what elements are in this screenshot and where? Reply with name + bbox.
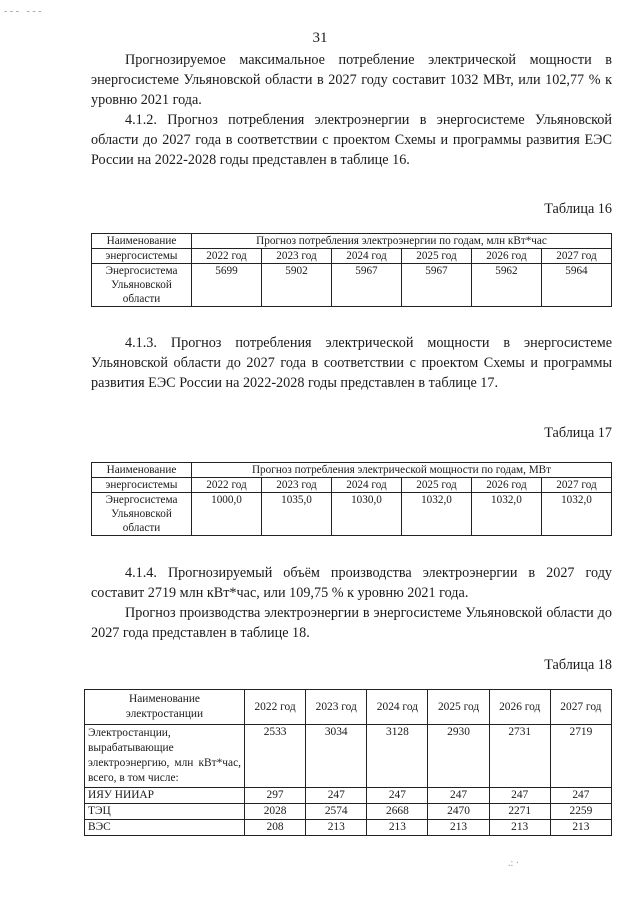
table-cell: 1032,0 — [401, 493, 471, 536]
table-16-year: 2025 год — [401, 249, 471, 264]
table-16-name-header-2: энергосистемы — [92, 249, 192, 264]
table-17-caption: Таблица 17 — [544, 425, 612, 441]
table-17 — [91, 462, 612, 536]
table-18-caption: Таблица 18 — [544, 657, 612, 673]
table-18-year: 2026 год — [489, 690, 550, 725]
table-cell: 1032,0 — [541, 493, 611, 536]
table-cell: 2470 — [428, 804, 489, 820]
table-row — [85, 788, 612, 804]
table-cell: 1035,0 — [261, 493, 331, 536]
table-cell: 208 — [245, 820, 306, 836]
table-cell: 2271 — [489, 804, 550, 820]
table-cell: 247 — [306, 788, 367, 804]
table-18-row-name: ВЭС — [85, 820, 245, 836]
table-cell: 5699 — [192, 264, 262, 307]
table-cell: 2259 — [550, 804, 611, 820]
table-cell: 297 — [245, 788, 306, 804]
table-row — [92, 264, 612, 307]
table-18-year: 2025 год — [428, 690, 489, 725]
table-16-year: 2027 год — [541, 249, 611, 264]
table-cell: 3034 — [306, 725, 367, 788]
table-17-row-name: Энергосистема Ульяновской области — [92, 493, 192, 536]
table-18-row-name: Электростанции, вырабатывающие электроэнергию, млн кВт*час, всего, в том числе: — [85, 725, 245, 788]
table-16-year: 2023 год — [261, 249, 331, 264]
table-cell: 247 — [367, 788, 428, 804]
table-16-year: 2024 год — [331, 249, 401, 264]
table-cell: 247 — [550, 788, 611, 804]
table-cell: 213 — [550, 820, 611, 836]
table-17-header-row — [92, 463, 612, 478]
table-cell: 5967 — [331, 264, 401, 307]
table-row — [92, 493, 612, 536]
table-cell: 213 — [367, 820, 428, 836]
table-cell: 5964 — [541, 264, 611, 307]
table-cell: 2668 — [367, 804, 428, 820]
table-16-header-row — [92, 234, 612, 249]
table-17-year: 2025 год — [401, 478, 471, 493]
table-cell: 1032,0 — [471, 493, 541, 536]
table-16-group-header: Прогноз потребления электроэнергии по годам, млн кВт*час — [192, 234, 612, 249]
table-cell: 2533 — [245, 725, 306, 788]
table-cell: 2930 — [428, 725, 489, 788]
paragraph-max-power: Прогнозируемое максимальное потребление электрической мощности в энергосистеме Ульяновской области в 2027 году составит 1032 МВт, или 102,77 % к уровню 2021 года. — [91, 52, 612, 108]
table-18-year: 2023 год — [306, 690, 367, 725]
table-18-header-row — [85, 690, 612, 725]
table-17-year: 2027 год — [541, 478, 611, 493]
table-16-row-name: Энергосистема Ульяновской области — [92, 264, 192, 307]
table-cell: 2731 — [489, 725, 550, 788]
table-18-year: 2027 год — [550, 690, 611, 725]
table-cell: 213 — [489, 820, 550, 836]
table-16 — [91, 233, 612, 307]
paragraph-4-1-3: 4.1.3. Прогноз потребления электрической мощности в энергосистеме Ульяновской области до 2027 года в соответствии с проектом Схемы и программы развития ЕЭС России на 2022-2028 годы представлен в таблице 17. — [91, 335, 612, 391]
table-row — [85, 820, 612, 836]
scan-artifact: - - - - - - — [4, 6, 42, 17]
table-cell: 2028 — [245, 804, 306, 820]
table-18-name-header: Наименование электростанции — [85, 690, 245, 725]
table-cell: 1030,0 — [331, 493, 401, 536]
table-16-year: 2022 год — [192, 249, 262, 264]
table-cell: 1000,0 — [192, 493, 262, 536]
table-18 — [84, 689, 612, 836]
table-17-group-header: Прогноз потребления электрической мощности по годам, МВт — [192, 463, 612, 478]
table-cell: 247 — [428, 788, 489, 804]
table-17-name-header-2: энергосистемы — [92, 478, 192, 493]
table-17-name-header: Наименование — [92, 463, 192, 478]
table-row — [85, 804, 612, 820]
table-18-row-name: ТЭЦ — [85, 804, 245, 820]
table-row — [85, 725, 612, 788]
paragraph-4-1-4: 4.1.4. Прогнозируемый объём производства электроэнергии в 2027 году составит 2719 млн кВт*час, или 109,75 % к уровню 2021 года. — [91, 565, 612, 601]
table-cell: 5962 — [471, 264, 541, 307]
table-17-year: 2026 год — [471, 478, 541, 493]
table-17-year: 2022 год — [192, 478, 262, 493]
table-17-year: 2024 год — [331, 478, 401, 493]
page-number: 31 — [312, 30, 328, 46]
table-cell: 2574 — [306, 804, 367, 820]
table-17-years-row — [92, 478, 612, 493]
table-18-row-name: ИЯУ НИИАР — [85, 788, 245, 804]
table-18-year: 2024 год — [367, 690, 428, 725]
table-cell: 247 — [489, 788, 550, 804]
table-16-caption: Таблица 16 — [544, 201, 612, 217]
table-cell: 213 — [306, 820, 367, 836]
paragraph-table-18-intro: Прогноз производства электроэнергии в энергосистеме Ульяновской области до 2027 года представлен в таблице 18. — [91, 605, 612, 641]
table-16-years-row — [92, 249, 612, 264]
table-cell: 213 — [428, 820, 489, 836]
table-cell: 5902 — [261, 264, 331, 307]
table-cell: 3128 — [367, 725, 428, 788]
table-cell: 5967 — [401, 264, 471, 307]
scan-artifact: .: · — [508, 858, 520, 869]
table-16-name-header: Наименование — [92, 234, 192, 249]
table-17-year: 2023 год — [261, 478, 331, 493]
table-18-year: 2022 год — [245, 690, 306, 725]
table-16-year: 2026 год — [471, 249, 541, 264]
table-cell: 2719 — [550, 725, 611, 788]
paragraph-4-1-2: 4.1.2. Прогноз потребления электроэнергии в энергосистеме Ульяновской области до 2027 года в соответствии с проектом Схемы и программы развития ЕЭС России на 2022-2028 годы представлен в таблице 16. — [91, 112, 612, 168]
